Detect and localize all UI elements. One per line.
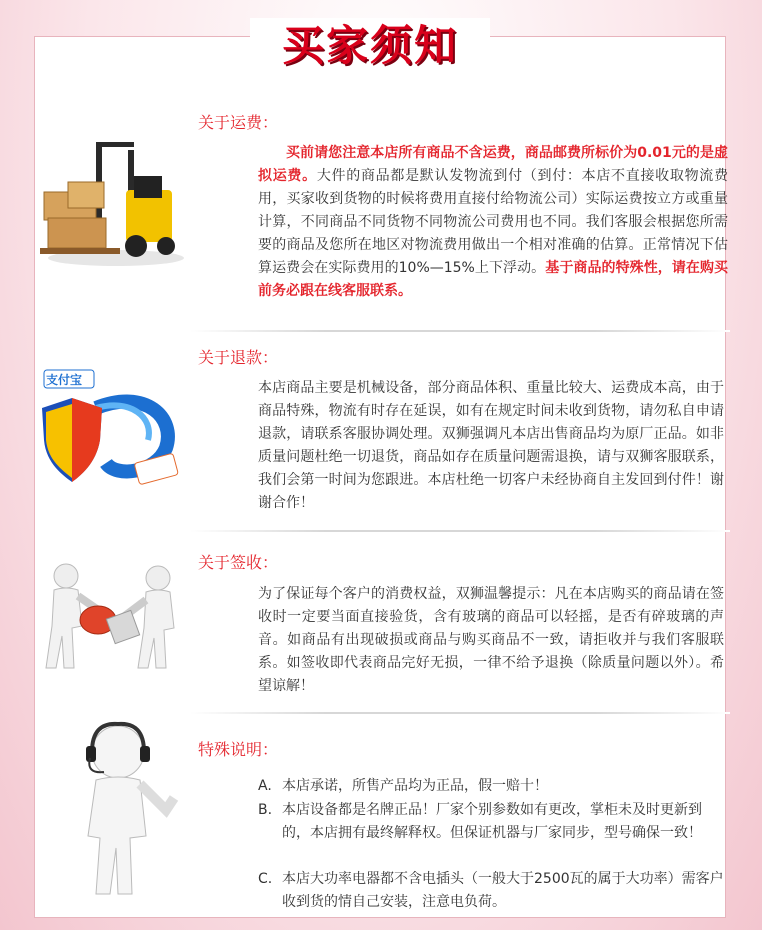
special-heading: 特殊说明： (198, 740, 279, 759)
section-divider (190, 530, 730, 532)
shipping-notice-red: 买前请您注意本店所有商品不含运费，商品邮费所标价为0.01元的是虚拟运费。 (258, 145, 728, 184)
special-item-a (258, 775, 724, 798)
section-divider (190, 712, 730, 714)
list-letter: A. (258, 778, 272, 794)
shipping-body (258, 142, 728, 303)
shipping-body-text: 大件的商品都是默认发物流到付（到付：本店不直接收取物流费用，买家收到货物的时候将费用直接付给物流公司）实际运费按立方或重量计算，不同商品不同货物不同物流公司费用也不同。我们客服会根据您所需要的商品及您所在地区对物流费用做出一个相对准确的估算。正常情况下估算运费会在实际费用的10%—15%上下浮动。 (258, 168, 729, 276)
handover-figures-illustration (36, 556, 186, 676)
alipay-logo-text: 支付宝 (46, 373, 83, 387)
signing-body: 为了保证每个客户的消费权益，双狮温馨提示：凡在本店购买的商品请在签收时一定要当面直接验货，含有玻璃的商品可以轻摇，是否有碎玻璃的声音。如商品有出现破损或商品与购买商品不一致，请拒收并与我们客服联系。如签收即代表商品完好无损，一律不给予退换（除质量问题以外）。希望谅解！ (258, 586, 724, 694)
list-text: 本店承诺，所售产品均为正品，假一赔十！ (282, 778, 548, 794)
signing-heading: 关于签收： (198, 553, 279, 572)
list-text: 本店大功率电器都不含电插头（一般大于2500瓦的属于大功率）需客户收到货的情自己安装，注意电负荷。 (282, 871, 724, 910)
list-text: 本店设备都是名牌正品！厂家个别参数如有更改，掌柜未及时更新到的，本店拥有最终解释权。但保证机器与厂家同步，型号确保一致！ (282, 802, 702, 841)
headset-figure-illustration (70, 718, 180, 898)
section-divider (190, 330, 730, 332)
list-letter: B. (258, 802, 273, 818)
list-letter: C. (258, 871, 273, 887)
shipping-heading: 关于运费： (198, 113, 279, 132)
shipping-contact-red: 基于商品的特殊性，请在购买前务必跟在线客服联系。 (258, 260, 729, 299)
page-title: 买家须知 (250, 18, 490, 78)
forklift-illustration (38, 130, 188, 270)
alipay-shield-illustration (36, 368, 186, 498)
refund-heading: 关于退款： (198, 348, 279, 367)
refund-body: 本店商品主要是机械设备，部分商品体积、重量比较大、运费成本高，由于商品特殊，物流有时存在延误，如有在规定时间未收到货物，请勿私自申请退款，请联系客服协调处理。双狮强调凡本店出售商品均为原厂正品。如非质量问题杜绝一切退货，商品如存在质量问题需退换，请与双狮客服联系，我们会第一时间为您跟进。本店杜绝一切客户未经协商自主发回到付件！谢谢合作！ (258, 380, 724, 511)
special-item-c (258, 868, 724, 914)
special-item-b (258, 799, 724, 845)
